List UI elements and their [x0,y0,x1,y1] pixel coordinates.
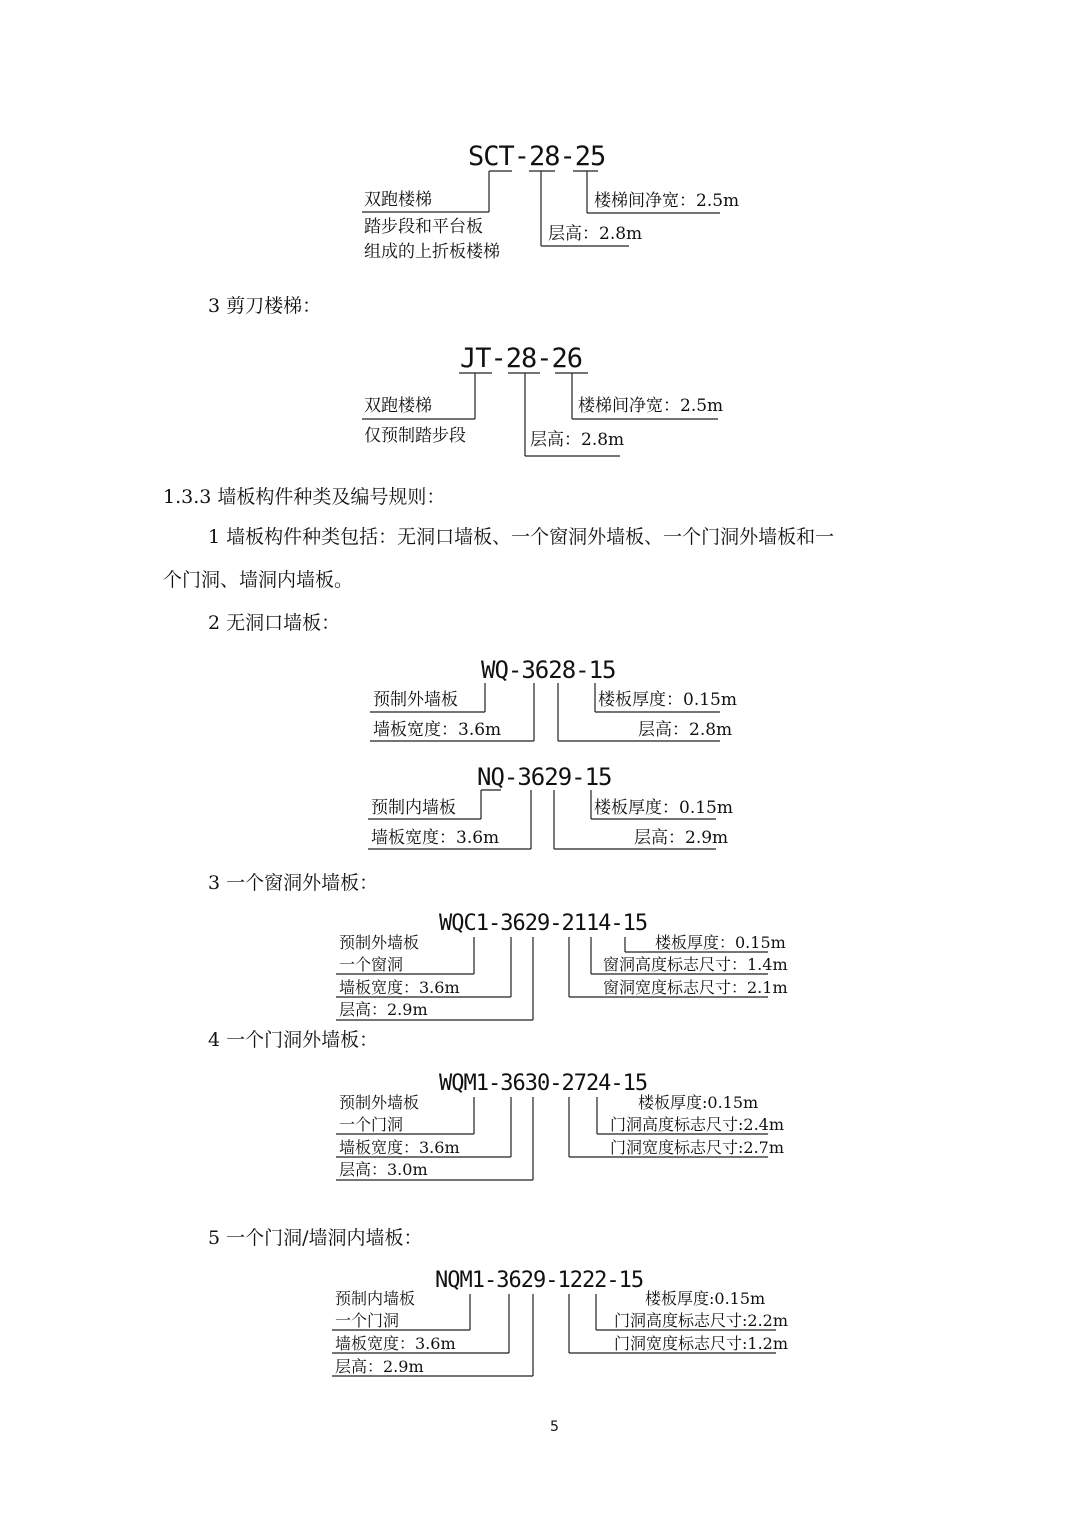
jt-code: JT-28-26 [460,343,583,374]
wqc-right-3: 窗洞宽度标志尺寸：2.1m [603,978,788,997]
nq-code: NQ-3629-15 [477,763,612,791]
wqm-code: WQM1-3630-2724-15 [439,1071,648,1096]
sct-width-label: 楼梯间净宽：2.5m [594,191,740,211]
wqc-left-1: 预制外墙板 [339,933,420,952]
page-number: 5 [550,1419,559,1435]
wq-height-label: 层高：2.8m [638,720,733,740]
nqm-code: NQM1-3629-1222-15 [435,1268,644,1293]
jt-height-label: 层高：2.8m [530,430,625,450]
nq-type-label: 预制内墙板 [371,798,456,818]
wqm-right-1: 楼板厚度:0.15m [638,1093,759,1112]
wqc-code: WQC1-3629-2114-15 [439,911,648,936]
wqc-left-2: 一个窗洞 [339,955,404,974]
wqm-left-1: 预制外墙板 [339,1093,420,1112]
jt-type-line2: 仅预制踏步段 [364,426,466,446]
nqm-right-3: 门洞宽度标志尺寸:1.2m [614,1334,789,1353]
wqc-left-3: 墙板宽度：3.6m [339,978,460,997]
wqm-left-4: 层高：3.0m [339,1160,428,1179]
nqm-left-4: 层高：2.9m [335,1357,424,1376]
sct-code: SCT-28-25 [468,141,606,172]
wq-type-label: 预制外墙板 [373,690,458,710]
nq-width-label: 墙板宽度：3.6m [371,828,500,848]
sct-height-label: 层高：2.8m [548,224,643,244]
jt-width-label: 楼梯间净宽：2.5m [578,396,724,416]
paragraph-5-heading: 5 一个门洞/墙洞内墙板： [208,1227,423,1249]
paragraph-2-heading: 2 无洞口墙板： [208,612,341,634]
sct-type-line3: 组成的上折板楼梯 [364,242,500,262]
nqm-right-1: 楼板厚度:0.15m [645,1289,766,1308]
wqm-left-2: 一个门洞 [339,1115,404,1134]
sct-type-line1: 双跑楼梯 [364,190,432,210]
wq-code: WQ-3628-15 [481,656,616,684]
nqm-left-2: 一个门洞 [335,1311,400,1330]
nq-height-label: 层高：2.9m [634,828,729,848]
paragraph-1-line1: 1 墙板构件种类包括：无洞口墙板、一个窗洞外墙板、一个门洞外墙板和一 [208,526,835,548]
paragraph-1-line2: 个门洞、墙洞内墙板。 [163,569,354,591]
wqm-right-3: 门洞宽度标志尺寸:2.7m [610,1138,785,1157]
paragraph-3-heading: 3 一个窗洞外墙板： [208,872,379,894]
wqc-right-1: 楼板厚度：0.15m [655,933,786,952]
section-3-heading: 3 剪刀楼梯： [208,295,322,317]
wqm-right-2: 门洞高度标志尺寸:2.4m [610,1115,785,1134]
nq-thickness-label: 楼板厚度：0.15m [594,798,733,818]
wqm-left-3: 墙板宽度：3.6m [339,1138,460,1157]
nqm-right-2: 门洞高度标志尺寸:2.2m [614,1311,789,1330]
paragraph-4-heading: 4 一个门洞外墙板： [208,1029,379,1051]
sct-type-line2: 踏步段和平台板 [364,217,483,237]
nqm-left-1: 预制内墙板 [335,1289,416,1308]
jt-type-line1: 双跑楼梯 [364,396,432,416]
wqc-right-2: 窗洞高度标志尺寸：1.4m [603,955,788,974]
wqc-left-4: 层高：2.9m [339,1000,428,1019]
wq-width-label: 墙板宽度：3.6m [373,720,502,740]
wq-thickness-label: 楼板厚度：0.15m [598,690,737,710]
nqm-left-3: 墙板宽度：3.6m [335,1334,456,1353]
section-1-3-3-heading: 1.3.3 墙板构件种类及编号规则： [163,486,446,508]
